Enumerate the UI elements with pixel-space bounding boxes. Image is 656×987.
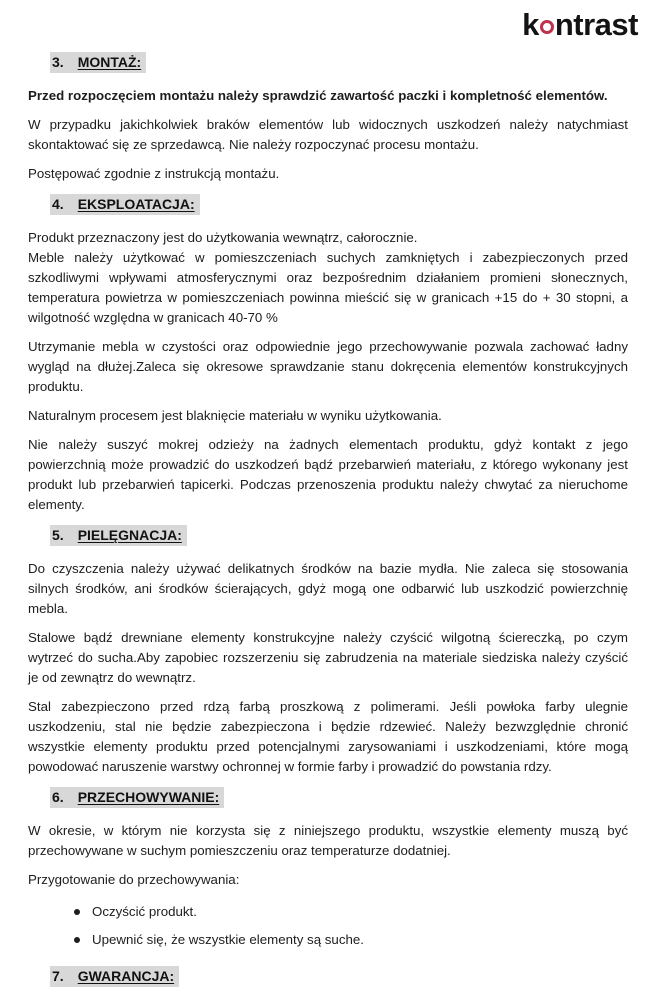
paragraph-stal: Stal zabezpieczono przed rdzą farbą proszkową z polimerami. Jeśli powłoka farby ulegnie uszkodzeniu, stal nie będzie zabezpieczona i będzie rdzewieć. Należy bezwzględnie chronić wszystkie elementy produktu przed potencjalnymi zarysowaniami i uszkodzeniami, które mogą powodować naruszenie warstwy ochronnej w formie farby i prowadzić do powstania rdzy. (28, 699, 628, 774)
section-heading-highlight (50, 194, 200, 215)
section-number: 3. (52, 54, 64, 70)
section-heading-highlight (50, 787, 224, 808)
paragraph-przygotowanie: Przygotowanie do przechowywania: (28, 872, 240, 887)
logo-text-prefix: k (522, 7, 539, 42)
paragraph-czyszczenie: Do czyszczenia należy używać delikatnych środków na bazie mydła. Nie zaleca się stosowania silnych środków, ani środków ścierających, gdyż mogą one odbarwić lub uszkodzić powierzchnię mebla. (28, 561, 628, 616)
bullet-icon (74, 909, 80, 915)
section-title: PRZECHOWYWANIE: (77, 789, 220, 805)
paragraph-warunki: Meble należy użytkować w pomieszczeniach suchych zamkniętych i zabezpieczonych przed szkodliwymi wpływami atmosferycznymi oraz bezpośrednim działaniem promieni słonecznych, temperatura powietrza w pomieszczeniach powinna mieścić się w granicach +15 do + 30 stopni, a wilgotność względna w granicach 40-70 % (28, 250, 628, 325)
section-number: 6. (52, 789, 64, 805)
paragraph-montaz-braki: W przypadku jakichkolwiek braków elementów lub widocznych uszkodzeń należy natychmiast skontaktować się ze sprzedawcą. Nie należy rozpoczynać procesu montażu. (28, 117, 628, 152)
paragraph-suszenie: Nie należy suszyć mokrej odzieży na żadnych elementach produktu, gdyż kontakt z jego powierzchnią może prowadzić do uszkodzeń bądź przebarwień materiału, z którego wykonany jest produkt lub przebarwień tapicerki. Podczas przenoszenia produktu należy chwytać za nieruchome elementy. (28, 437, 628, 512)
section-number: 4. (52, 196, 64, 212)
paragraph-blakniecie: Naturalnym procesem jest blaknięcie materiału w wyniku użytkowania. (28, 408, 442, 423)
list-item (74, 902, 628, 922)
section-title: GWARANCJA: (77, 968, 175, 984)
list-item-text: Oczyścić produkt. (92, 904, 197, 919)
section-heading-przechowywanie (50, 787, 628, 808)
section-heading-eksploatacja (50, 194, 628, 215)
section-title: MONTAŻ: (77, 54, 142, 70)
paragraph-montaz-instrukcja: Postępować zgodnie z instrukcją montażu. (28, 166, 280, 181)
paragraph-przeznaczenie: Produkt przeznaczony jest do użytkowania wewnątrz, całorocznie. (28, 230, 418, 245)
paragraph-elementy-konstrukcyjne: Stalowe bądź drewniane elementy konstrukcyjne należy czyścić wilgotną ściereczką, po czym wytrzeć do sucha.Aby zapobiec rozszerzeniu się zabrudzenia na materiale siedziska należy czyścić je od zewnątrz do wewnątrz. (28, 630, 628, 685)
section-heading-montaz (50, 52, 628, 73)
section-heading-highlight (50, 52, 146, 73)
paragraph-utrzymanie: Utrzymanie mebla w czystości oraz odpowiednie jego przechowywanie pozwala zachować ładny wygląd na dłużej.Zaleca się okresowe sprawdzanie stanu dokręcenia elementów konstrukcyjnych produktu. (28, 339, 628, 394)
bullet-icon (74, 937, 80, 943)
section-heading-pielegnacja (50, 525, 628, 546)
section-title: PIELĘGNACJA: (77, 527, 182, 543)
section-title: EKSPLOATACJA: (77, 196, 195, 212)
logo-text-suffix: ntrast (554, 7, 638, 42)
paragraph-montaz-intro: Przed rozpoczęciem montażu należy sprawdzić zawartość paczki i kompletność elementów. (28, 88, 608, 103)
section-heading-highlight (50, 966, 179, 987)
list-item-text: Upewnić się, że wszystkie elementy są suche. (92, 932, 364, 947)
section-number: 7. (52, 968, 64, 984)
section-heading-highlight (50, 525, 187, 546)
kontrast-logo (522, 8, 638, 42)
logo-row (28, 8, 638, 42)
list-item (74, 930, 628, 950)
section-number: 5. (52, 527, 64, 543)
logo-o-ring-icon (540, 20, 554, 34)
section-heading-gwarancja (50, 966, 628, 987)
paragraph-okres: W okresie, w którym nie korzysta się z niniejszego produktu, wszystkie elementy muszą być przechowywane w suchym pomieszczeniu oraz temperaturze dodatniej. (28, 823, 628, 858)
storage-checklist (28, 902, 628, 950)
